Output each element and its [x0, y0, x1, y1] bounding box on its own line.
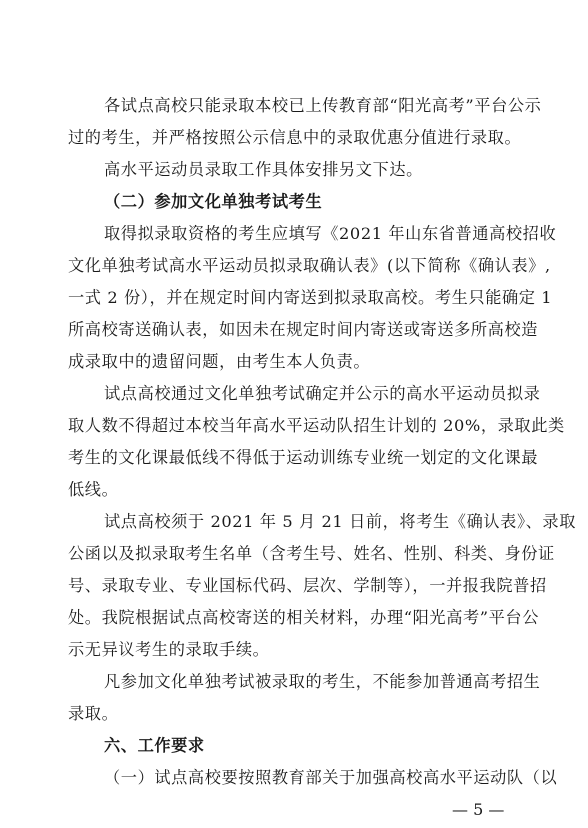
paragraph-line: 文化单独考试高水平运动员拟录取确认表》(以下简称《确认表》,	[68, 256, 551, 275]
paragraph-line: 低线。	[68, 480, 119, 499]
paragraph-line: 处。我院根据试点高校寄送的相关材料，办理“阳光高考”平台公	[68, 608, 540, 627]
paragraph-line: 录取。	[68, 704, 119, 723]
paragraph-line: 号、录取专业、专业国标代码、层次、学制等），一并报我院普招	[68, 576, 547, 595]
paragraph-line: 一式 2 份），并在规定时间内寄送到拟录取高校。考生只能确定 1	[68, 288, 553, 307]
paragraph-line: 示无异议考生的录取手续。	[68, 640, 270, 659]
paragraph-line: 取人数不得超过本校当年高水平运动队招生计划的 20%，录取此类	[68, 416, 565, 435]
paragraph-line: 过的考生，并严格按照公示信息中的录取优惠分值进行录取。	[68, 128, 522, 147]
paragraph-line: 凡参加文化单独考试被录取的考生，不能参加普通高考招生	[104, 672, 541, 691]
section-heading: 六、工作要求	[104, 736, 205, 755]
paragraph-line: 取得拟录取资格的考生应填写《2021 年山东省普通高校招收	[104, 224, 557, 243]
paragraph-line: 高水平运动员录取工作具体安排另文下达。	[104, 160, 423, 179]
section-heading: （二）参加文化单独考试考生	[104, 192, 323, 211]
paragraph-line: 试点高校通过文化单独考试确定并公示的高水平运动员拟录	[104, 384, 541, 403]
paragraph-line: 公函以及拟录取考生名单（含考生号、姓名、性别、科类、身份证	[68, 544, 555, 563]
page-number: — 5 —	[452, 800, 505, 819]
paragraph-line: 成录取中的遗留问题，由考生本人负责。	[68, 352, 371, 371]
paragraph-line: 试点高校须于 2021 年 5 月 21 日前，将考生《确认表》、录取	[104, 512, 576, 531]
paragraph-line: 所高校寄送确认表，如因未在规定时间内寄送或寄送多所高校造	[68, 320, 539, 339]
paragraph-line: 考生的文化课最低线不得低于运动训练专业统一划定的文化课最	[68, 448, 539, 467]
paragraph-line: 各试点高校只能录取本校已上传教育部“阳光高考”平台公示	[104, 96, 542, 115]
paragraph-line: （一）试点高校要按照教育部关于加强高校高水平运动队（以	[104, 768, 558, 787]
